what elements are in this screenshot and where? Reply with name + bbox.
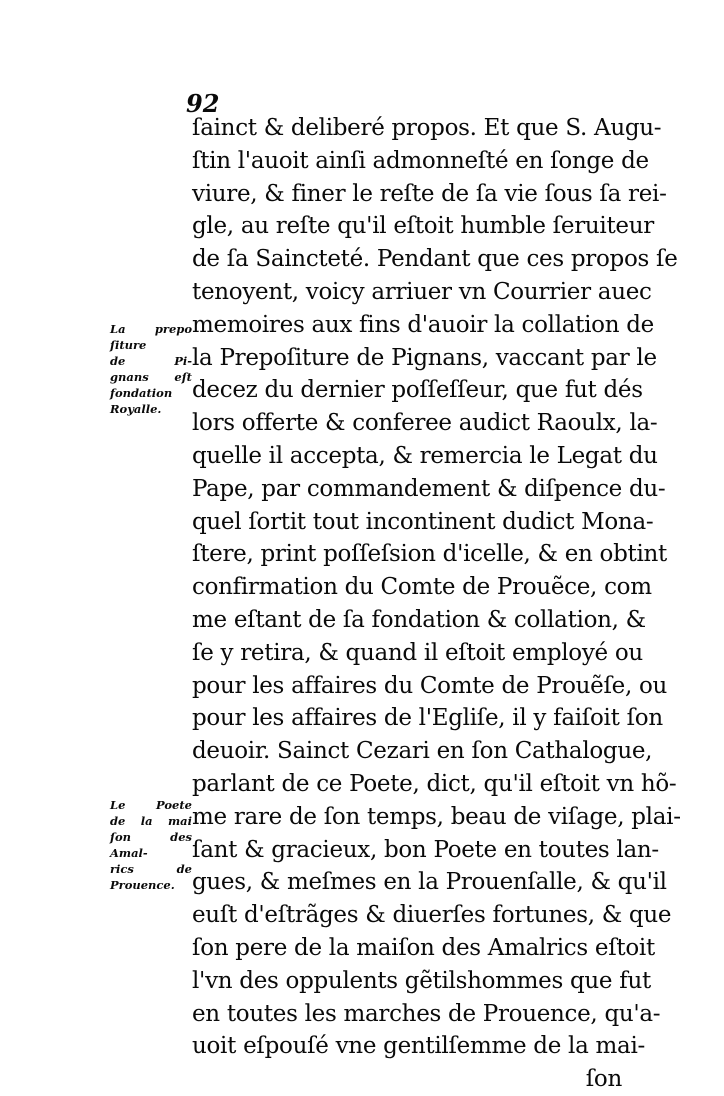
- marginal-note-line: Le Poete: [110, 798, 192, 812]
- text-line: uoit eſpouſé vne gentilſemme de la mai-: [192, 1033, 645, 1060]
- marginal-note-line: ſon des: [110, 830, 192, 844]
- marginal-note-line: de Pi-: [110, 354, 192, 368]
- text-line: pour les affaires de l'Egliſe, il y faiſoit ſon: [192, 705, 663, 732]
- marginal-note: [110, 321, 192, 417]
- text-line: me eſtant de ſa fondation & collation, &: [192, 606, 646, 633]
- text-line: gues, & meſmes en la Prouenſalle, & qu'il: [192, 869, 667, 896]
- text-line: lors offerte & conferee audict Raoulx, la-: [192, 410, 658, 437]
- text-line: viure, & finer le reſte de ſa vie ſous ſa rei-: [192, 180, 667, 207]
- marginal-note-line: gnans eſt: [110, 370, 192, 384]
- text-line: ſon: [585, 1066, 622, 1093]
- text-line: ſon pere de la maiſon des Amalrics eſtoit: [192, 934, 655, 961]
- text-line: confirmation du Comte de Prouẽce, com: [192, 574, 652, 601]
- text-line: ſant & gracieux, bon Poete en toutes lan-: [192, 836, 659, 863]
- text-line: ſainct & deliberé propos. Et que S. Augu-: [192, 115, 662, 141]
- marginal-note-line: ſiture: [110, 338, 147, 352]
- marginal-note-line: La prepo: [110, 322, 192, 336]
- marginal-note-line: de la mai: [110, 814, 192, 828]
- text-line: pour les affaires du Comte de Prouẽſe, ou: [192, 672, 668, 699]
- text-line: la Prepoſiture de Pignans, vaccant par le: [192, 344, 657, 371]
- text-line: ſtin l'auoit ainſi admonneſté en ſonge de: [192, 147, 649, 174]
- marginal-note-line: Amal-: [110, 846, 148, 860]
- page-number: 92: [186, 89, 220, 118]
- text-line: de ſa Saincteté. Pendant que ces propos ſe: [192, 246, 678, 273]
- text-line: me rare de ſon temps, beau de viſage, plai-: [192, 803, 681, 830]
- text-line: memoires aux fins d'auoir la collation de: [192, 311, 654, 338]
- text-line: ſtere, print poſſeſsion d'icelle, & en obtint: [192, 541, 667, 568]
- main-text-block: [192, 112, 681, 1096]
- marginal-note-line: rics de: [110, 862, 192, 876]
- text-line: deuoir. Sainct Cezari en ſon Cathalogue,: [192, 738, 653, 765]
- text-line: euſt d'eſtrãges & diuerſes fortunes, & que: [192, 902, 672, 929]
- text-line: tenoyent, voicy arriuer vn Courrier auec: [192, 278, 652, 305]
- text-line: quel ſortit tout incontinent dudict Mona-: [192, 508, 654, 535]
- text-line: quelle il accepta, & remercia le Legat du: [192, 442, 658, 469]
- text-line: parlant de ce Poete, dict, qu'il eſtoit vn hõ-: [192, 770, 677, 797]
- marginal-note-line: Royalle.: [110, 402, 162, 416]
- marginal-note-line: Prouence.: [110, 878, 175, 892]
- text-line: l'vn des oppulents gẽtilshommes que fut: [192, 967, 651, 994]
- marginal-note-line: fondation: [110, 386, 173, 400]
- text-line: Pape, par commandement & diſpence du-: [192, 475, 666, 502]
- marginal-note: [110, 797, 192, 893]
- text-line: en toutes les marches de Prouence, qu'a-: [192, 1000, 661, 1027]
- text-line: ſe y retira, & quand il eſtoit employé ou: [192, 639, 643, 666]
- text-line: gle, au reſte qu'il eſtoit humble ſeruiteur: [192, 213, 654, 240]
- text-line: decez du dernier poſſeſſeur, que fut dés: [192, 377, 643, 404]
